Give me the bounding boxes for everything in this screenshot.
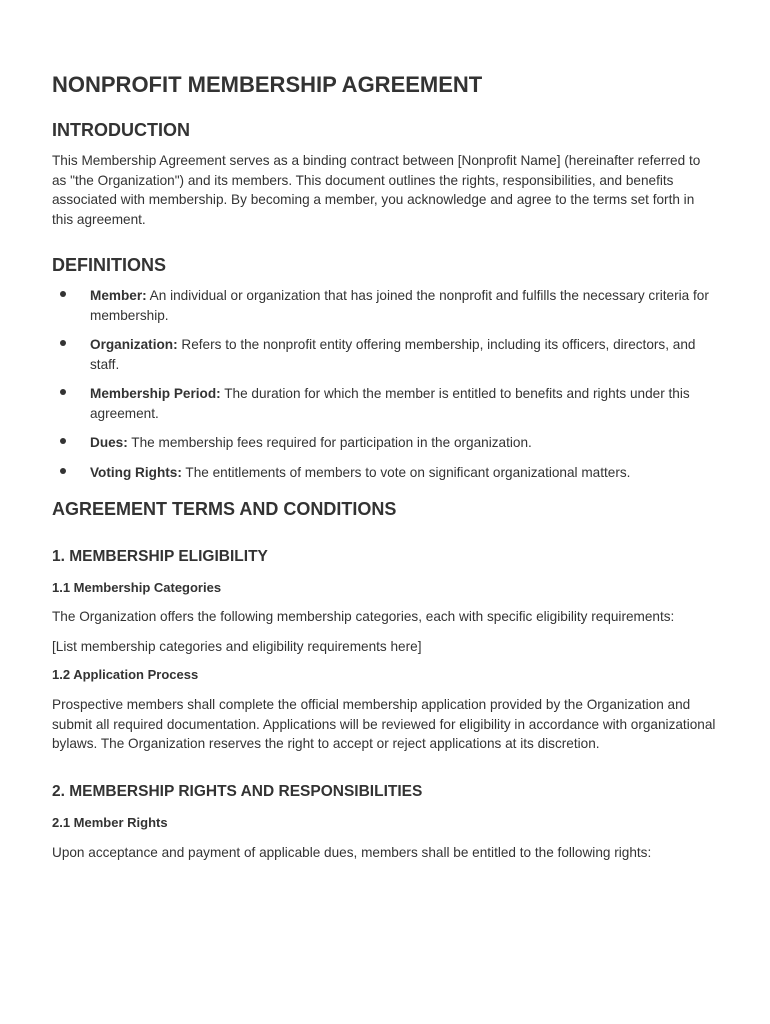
definition-text: The duration for which the member is entitled to benefits and rights under this agreement. bbox=[90, 386, 690, 421]
definition-term: Membership Period: bbox=[90, 386, 221, 401]
rights-heading: 2. MEMBERSHIP RIGHTS AND RESPONSIBILITIES bbox=[52, 782, 423, 800]
member-rights-paragraph: Upon acceptance and payment of applicable dues, members shall be entitled to the following rights: bbox=[52, 844, 652, 860]
definition-text: The entitlements of members to vote on significant organizational matters. bbox=[181, 464, 631, 480]
definition-term: Organization: bbox=[90, 337, 178, 352]
definition-term: Member: bbox=[90, 288, 147, 303]
introduction-heading: INTRODUCTION bbox=[52, 120, 190, 140]
definition-text: An individual or organization that has joined the nonprofit and fulfills the necessary criteria for membership. bbox=[90, 288, 709, 323]
definition-term: Voting Rights: bbox=[90, 464, 182, 480]
definition-text: The membership fees required for participation in the organization. bbox=[127, 435, 532, 450]
bullet-icon bbox=[60, 389, 66, 395]
definitions-heading: DEFINITIONS bbox=[52, 255, 167, 275]
definition-item-dues bbox=[52, 433, 718, 453]
document-title: NONPROFIT MEMBERSHIP AGREEMENT bbox=[52, 72, 483, 97]
definition-text: Refers to the nonprofit entity offering membership, including its officers, directors, and staff. bbox=[90, 337, 696, 372]
terms-heading: AGREEMENT TERMS AND CONDITIONS bbox=[52, 499, 397, 519]
definition-item-membership-period bbox=[52, 384, 718, 423]
categories-paragraph: The Organization offers the following membership categories, each with specific eligibility requirements: bbox=[52, 609, 675, 624]
categories-heading: 1.1 Membership Categories bbox=[52, 580, 222, 595]
introduction-paragraph: This Membership Agreement serves as a binding contract between [Nonprofit Name] (hereinafter referred to as "the Organization") and its members. This document outlines the rights, responsibilities, and benefits associated with membership. By becoming a member, you acknowledge and agree to the terms set forth in this agreement. bbox=[52, 153, 701, 227]
bullet-icon bbox=[60, 340, 66, 346]
bullet-icon bbox=[60, 438, 66, 444]
bullet-icon bbox=[60, 468, 66, 474]
definition-term: Dues: bbox=[90, 435, 128, 450]
categories-placeholder: [List membership categories and eligibility requirements here] bbox=[52, 638, 422, 654]
definition-item-voting-rights bbox=[52, 463, 718, 483]
definition-item-member bbox=[52, 286, 718, 325]
member-rights-heading: 2.1 Member Rights bbox=[52, 814, 168, 830]
application-heading: 1.2 Application Process bbox=[52, 667, 199, 682]
bullet-icon bbox=[60, 291, 66, 297]
definitions-list bbox=[52, 286, 718, 482]
application-paragraph: Prospective members shall complete the official membership application provided by the Organization and submit all required documentation. Applications will be reviewed for eligibility in accordance with organizational bylaws. The Organization reserves the right to accept or reject applications at its discretion. bbox=[52, 697, 716, 751]
eligibility-heading: 1. MEMBERSHIP ELIGIBILITY bbox=[52, 548, 268, 565]
definition-item-organization bbox=[52, 335, 718, 374]
